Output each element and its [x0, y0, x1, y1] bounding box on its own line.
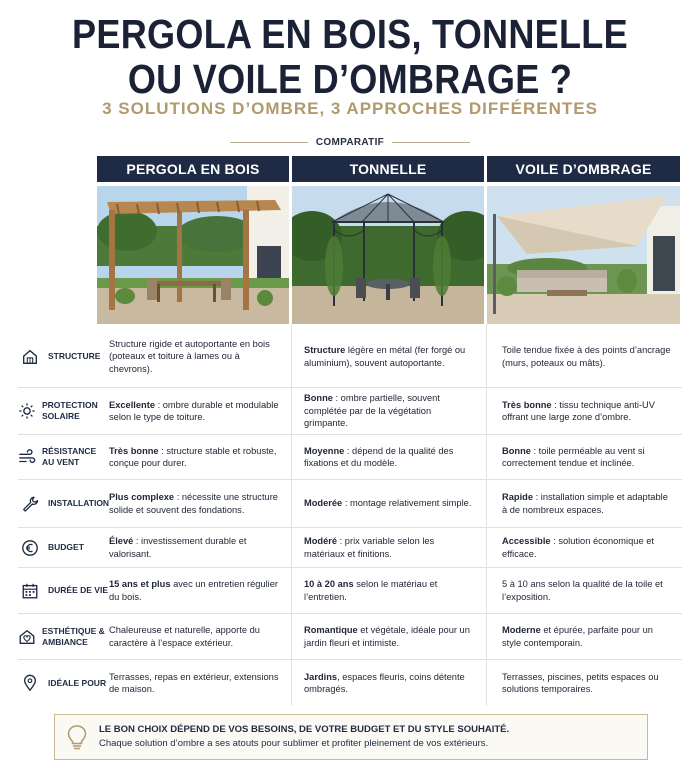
cell-body-text: : structure stable et robuste, conçue pour durer. [109, 445, 277, 468]
cell-body-text: : ombre durable et modulable selon le type de toiture. [109, 399, 279, 422]
footer-headline: LE BON CHOIX DÉPEND DE VOS BESOINS, DE VOTRE BUDGET ET DU STYLE SOUHAITÉ. [99, 724, 510, 735]
table-cell [109, 614, 281, 659]
row-label: STRUCTURE [48, 351, 101, 361]
row-label: BUDGET [48, 542, 84, 552]
cell-bold-text: Moderne [502, 625, 541, 635]
table-cell [502, 614, 674, 659]
cell-text [502, 399, 674, 424]
cell-body-text: : dépend de la qualité des fixations et du modèle. [304, 445, 454, 468]
cell-body-text: , espaces fleuris, coins détente ombragés. [304, 671, 465, 694]
cell-text [304, 392, 476, 430]
cell-text [304, 445, 476, 470]
table-cell [109, 568, 281, 613]
cell-text [109, 578, 281, 603]
row-label: PROTECTION SOLAIRE [42, 400, 98, 421]
table-cell [304, 480, 476, 527]
cell-text [304, 535, 476, 560]
cell-body-text: selon le matériau et l’entretien. [304, 579, 438, 602]
cell-body-text: Terrasses, repas en extérieur, extensions de maison. [109, 671, 279, 694]
pergola-photo [97, 186, 289, 324]
cell-text [502, 671, 674, 696]
comparatif-label: COMPARATIF [315, 136, 385, 148]
cell-bold-text: Bonne [502, 445, 531, 456]
row-label-wrap [18, 326, 110, 387]
table-cell [502, 480, 674, 527]
cell-body-text: : toile perméable au vent si correctement tendue et inclinée. [502, 445, 645, 468]
lightbulb-icon [55, 715, 99, 759]
house-heart-icon [18, 625, 36, 649]
subtitle: 3 SOLUTIONS D’OMBRE, 3 APPROCHES DIFFÉRENTES [102, 99, 598, 118]
cell-bold-text: Jardins [304, 671, 338, 682]
cell-body-text: Chaleureuse et naturelle, apporte du caractère à l’espace extérieur. [109, 625, 260, 648]
cell-text [304, 578, 476, 603]
cell-text [502, 344, 674, 369]
cell-bold-text: Bonne [304, 393, 333, 404]
cell-bold-text: Romantique [304, 625, 358, 635]
cell-bold-text: Rapide [502, 492, 533, 502]
cell-text [502, 624, 674, 649]
table-row [18, 614, 682, 660]
table-cell [304, 660, 476, 706]
comparatif-divider [230, 134, 470, 150]
row-label: ESTHÉTIQUE & AMBIANCE [42, 625, 105, 647]
calendar-icon [18, 579, 42, 603]
cell-text [502, 491, 674, 516]
table-row [18, 435, 682, 480]
cell-body-text: légère en métal (fer forgé ou aluminium), souvent autoportante. [304, 345, 466, 368]
pin-icon [18, 671, 42, 695]
table-row [18, 480, 682, 528]
cell-text [109, 535, 281, 560]
cell-bold-text: Plus complexe [109, 492, 175, 502]
cell-body-text: et végétale, idéale pour un jardin fleuri et intimiste. [304, 625, 470, 648]
table-cell [109, 660, 281, 706]
row-label-wrap [18, 660, 110, 706]
tonnelle-photo [292, 186, 484, 324]
footer-note [54, 714, 648, 760]
table-row [18, 568, 682, 614]
cell-body-text: 5 à 10 ans selon la qualité de la toile et l’exposition. [502, 579, 663, 602]
cell-text [502, 535, 674, 560]
table-cell [109, 388, 281, 434]
cell-text [502, 578, 674, 603]
cell-body-text: : installation simple et adaptable à de nombreux espaces. [502, 492, 668, 515]
table-cell [109, 528, 281, 567]
cell-bold-text: Excellente [109, 399, 155, 410]
table-cell [502, 528, 674, 567]
cell-body-text: Terrasses, piscines, petits espaces ou solutions temporaires. [502, 671, 659, 694]
wrench-icon [18, 492, 42, 516]
title-line-1: PERGOLA EN BOIS, TONNELLE [72, 11, 628, 57]
row-label-wrap [18, 614, 110, 659]
cell-body-text: : ombre partielle, souvent complétée par de la végétation grimpante. [304, 393, 440, 429]
cell-text [109, 491, 281, 516]
cell-text [109, 671, 281, 696]
table-cell [304, 435, 476, 479]
cell-body-text: avec un entretien régulier du bois. [109, 579, 278, 602]
table-cell [502, 435, 674, 479]
cell-text [304, 624, 476, 649]
page-title [42, 12, 658, 102]
euro-icon [18, 536, 42, 560]
table-cell [304, 528, 476, 567]
row-label-wrap [18, 388, 110, 434]
footer-text: Chaque solution d’ombre a ses atouts pour sublimer et profiter pleinement de vos extérieurs. [99, 738, 489, 749]
cell-text [109, 445, 281, 470]
cell-bold-text: Modéré [304, 536, 338, 546]
table-row [18, 388, 682, 435]
cell-text [109, 624, 281, 649]
cell-bold-text: Très bonne [109, 445, 159, 456]
cell-bold-text: Très bonne [502, 399, 552, 410]
cell-body-text: et épurée, parfaite pour un style contemporain. [502, 625, 653, 648]
table-cell [304, 388, 476, 434]
cell-bold-text: Accessible [502, 536, 551, 546]
row-label-wrap [18, 568, 110, 613]
cell-bold-text: Élevé [109, 536, 134, 546]
cell-body-text: Structure rigide et autoportante en bois (poteaux et toiture à lames ou à chevrons). [109, 338, 270, 374]
cell-body-text: : investissement durable et valorisant. [109, 536, 247, 559]
table-row [18, 326, 682, 388]
row-label-wrap [18, 528, 110, 567]
house-icon [18, 345, 42, 369]
cell-body-text: : tissu technique anti-UV offrant une large zone d’ombre. [502, 399, 655, 422]
column-header-tonnelle: TONNELLE [292, 156, 484, 182]
sun-icon [18, 399, 36, 423]
wind-icon [18, 445, 36, 469]
column-header-voile: VOILE D’OMBRAGE [487, 156, 680, 182]
column-header-pergola: PERGOLA EN BOIS [97, 156, 289, 182]
cell-text [502, 445, 674, 470]
cell-text [304, 671, 476, 696]
table-row [18, 528, 682, 568]
cell-bold-text: 10 à 20 ans [304, 579, 354, 589]
row-label: IDÉALE POUR [48, 677, 107, 688]
table-cell [502, 388, 674, 434]
table-cell [502, 568, 674, 613]
row-label: DURÉE DE VIE [48, 585, 108, 595]
cell-bold-text: Structure [304, 345, 346, 355]
cell-text [109, 399, 281, 424]
row-label-wrap [18, 435, 110, 479]
table-cell [109, 326, 281, 387]
cell-bold-text: Moderée [304, 498, 343, 509]
table-cell [304, 614, 476, 659]
cell-body-text: : solution économique et efficace. [502, 536, 654, 559]
cell-body-text: : montage relativement simple. [342, 498, 472, 509]
table-row [18, 660, 682, 706]
divider-line-right [392, 142, 470, 143]
table-cell [109, 480, 281, 527]
row-label-wrap [18, 480, 110, 527]
table-cell [304, 326, 476, 387]
table-cell [502, 660, 674, 706]
cell-body-text: : nécessite une structure solide et souvent des fondations. [109, 492, 278, 515]
cell-bold-text: 15 ans et plus [109, 579, 171, 589]
table-cell [502, 326, 674, 387]
cell-body-text: : prix variable selon les matériaux et finitions. [304, 536, 435, 559]
cell-text [109, 338, 281, 376]
table-cell [304, 568, 476, 613]
table-cell [109, 435, 281, 479]
cell-bold-text: Moyenne [304, 445, 345, 456]
voile-photo [487, 186, 680, 324]
cell-body-text: Toile tendue fixée à des points d’ancrage (murs, poteaux ou mâts). [502, 345, 671, 368]
row-label: INSTALLATION [48, 498, 110, 508]
title-line-2: OU VOILE D’OMBRAGE ? [127, 56, 573, 102]
divider-line-left [230, 142, 308, 143]
cell-text [304, 344, 476, 369]
row-label: RÉSISTANCE AU VENT [42, 446, 97, 467]
cell-text [304, 497, 476, 510]
